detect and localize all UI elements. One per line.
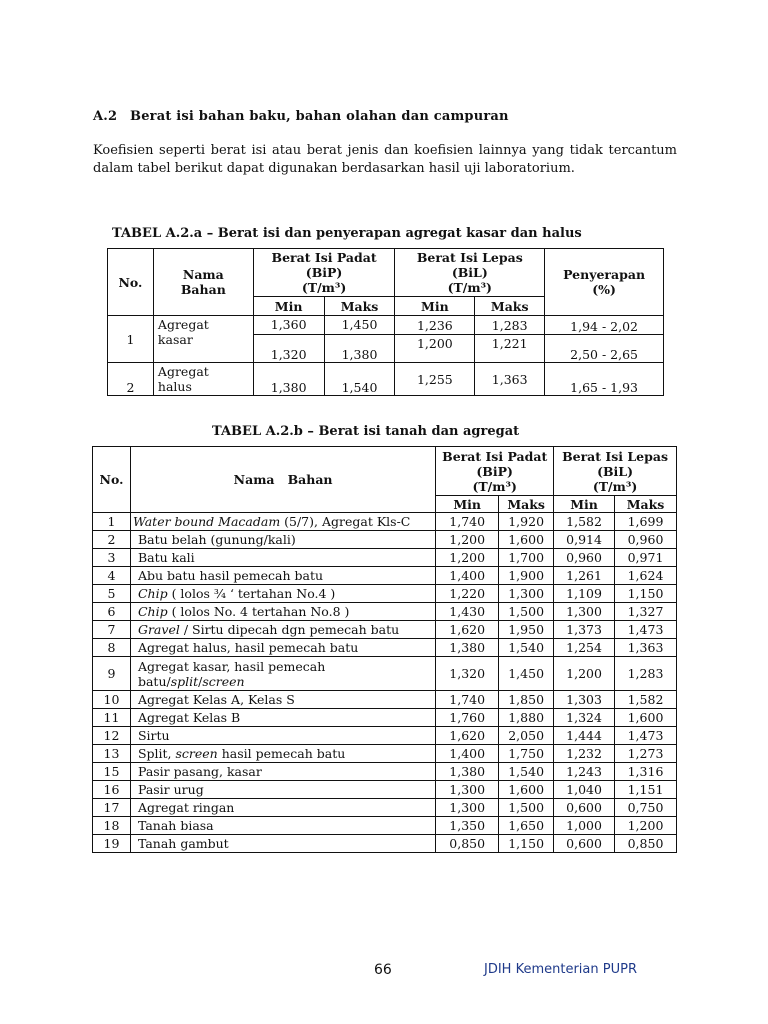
col-header-nama-bahan: Nama Bahan [130, 447, 435, 513]
cell-bip-maks: 1,600 [499, 781, 554, 799]
cell-bip-maks: 1,700 [499, 549, 554, 567]
cell-bip-maks: 1,850 [499, 691, 554, 709]
cell-nama: Agregat halus [153, 363, 253, 396]
cell-nama: Agregat kasar [153, 316, 253, 363]
cell-bip-min: 1,220 [436, 585, 499, 603]
page-number: 66 [374, 962, 392, 978]
cell-bil-min: 1,200 [554, 657, 615, 691]
cell-bip-min: 1,350 [436, 817, 499, 835]
cell-bil-min: 1,444 [554, 727, 615, 745]
cell-bip-min: 1,430 [436, 603, 499, 621]
cell-bil-maks: 1,327 [615, 603, 677, 621]
table-a-caption: TABEL A.2.a – Berat isi dan penyerapan agregat kasar dan halus [112, 226, 582, 241]
cell-bip-min: 1,360 [253, 316, 324, 335]
table-row [93, 657, 677, 691]
col-header-bip-maks: Maks [324, 297, 395, 316]
cell-no: 16 [93, 781, 131, 799]
section-heading [93, 109, 509, 124]
table-row [93, 817, 677, 835]
cell-bil-maks: 1,363 [615, 639, 677, 657]
cell-no: 2 [93, 531, 131, 549]
cell-no: 6 [93, 603, 131, 621]
cell-nama: Batu belah (gunung/kali) [130, 531, 435, 549]
cell-bil-min: 1,254 [554, 639, 615, 657]
cell-nama: Tanah biasa [130, 817, 435, 835]
table-row [93, 567, 677, 585]
cell-bip-min: 1,760 [436, 709, 499, 727]
cell-bip-min: 1,320 [253, 335, 324, 363]
cell-bip-maks: 1,900 [499, 567, 554, 585]
cell-nama: Pasir urug [130, 781, 435, 799]
cell-no: 10 [93, 691, 131, 709]
cell-no: 17 [93, 799, 131, 817]
cell-bip-min: 1,620 [436, 621, 499, 639]
cell-bip-maks: 1,540 [499, 763, 554, 781]
footer-source: JDIH Kementerian PUPR [484, 962, 637, 977]
col-header-bil: Berat Isi Lepas (BiL) (T/m³) [554, 447, 677, 496]
cell-bil-maks: 0,850 [615, 835, 677, 853]
cell-bil-min: 1,109 [554, 585, 615, 603]
cell-bil-maks: 1,316 [615, 763, 677, 781]
cell-penyerapan: 1,65 - 1,93 [545, 363, 664, 396]
col-header-bip-min: Min [253, 297, 324, 316]
cell-bip-maks: 1,380 [324, 335, 395, 363]
table-row [93, 513, 677, 531]
cell-bip-min: 1,400 [436, 745, 499, 763]
table-row [93, 745, 677, 763]
cell-bil-maks: 1,600 [615, 709, 677, 727]
cell-bil-maks: 1,151 [615, 781, 677, 799]
cell-bil-maks: 1,582 [615, 691, 677, 709]
cell-no: 2 [108, 363, 154, 396]
cell-no: 19 [93, 835, 131, 853]
table-a [107, 248, 664, 396]
table-row [93, 763, 677, 781]
cell-nama: Batu kali [130, 549, 435, 567]
cell-bip-min: 1,400 [436, 567, 499, 585]
cell-bil-min: 1,255 [395, 363, 475, 396]
cell-bip-min: 1,200 [436, 531, 499, 549]
col-header-bil-maks: Maks [615, 496, 677, 513]
cell-bip-min: 1,620 [436, 727, 499, 745]
cell-bip-min: 1,300 [436, 781, 499, 799]
col-header-bil-min: Min [554, 496, 615, 513]
cell-bil-min: 1,243 [554, 763, 615, 781]
cell-nama: Abu batu hasil pemecah batu [130, 567, 435, 585]
cell-bil-min: 1,300 [554, 603, 615, 621]
cell-bil-min: 1,324 [554, 709, 615, 727]
table-row [93, 781, 677, 799]
cell-nama: Split, screen hasil pemecah batu [130, 745, 435, 763]
cell-bil-min: 1,232 [554, 745, 615, 763]
col-header-bil: Berat Isi Lepas (BiL) (T/m³) [395, 249, 545, 297]
table-b [92, 446, 677, 853]
cell-bip-min: 0,850 [436, 835, 499, 853]
intro-paragraph: Koefisien seperti berat isi atau berat jenis dan koefisien lainnya yang tidak tercantum dalam tabel berikut dapat digunakan berdasarkan hasil uji laboratorium. [93, 143, 677, 176]
cell-bip-maks: 1,540 [499, 639, 554, 657]
cell-no: 7 [93, 621, 131, 639]
cell-bip-maks: 1,450 [499, 657, 554, 691]
cell-bil-min: 1,000 [554, 817, 615, 835]
cell-nama: Water bound Macadam (5/7), Agregat Kls-C [130, 513, 435, 531]
cell-nama: Pasir pasang, kasar [130, 763, 435, 781]
cell-bil-min: 0,600 [554, 799, 615, 817]
cell-bil-min: 1,303 [554, 691, 615, 709]
cell-penyerapan: 1,94 - 2,02 [545, 316, 664, 335]
cell-bip-maks: 2,050 [499, 727, 554, 745]
cell-bil-min: 1,373 [554, 621, 615, 639]
cell-bip-maks: 1,150 [499, 835, 554, 853]
cell-no: 5 [93, 585, 131, 603]
cell-bip-min: 1,380 [436, 763, 499, 781]
col-header-bil-min: Min [395, 297, 475, 316]
cell-nama: Agregat Kelas B [130, 709, 435, 727]
col-header-bip-min: Min [436, 496, 499, 513]
cell-nama: Agregat kasar, hasil pemecah batu/split/screen [130, 657, 435, 691]
cell-bil-min: 1,261 [554, 567, 615, 585]
cell-nama: Agregat ringan [130, 799, 435, 817]
cell-bip-min: 1,380 [436, 639, 499, 657]
cell-bil-min: 0,960 [554, 549, 615, 567]
col-header-bip: Berat Isi Padat (BiP) (T/m³) [253, 249, 395, 297]
cell-no: 9 [93, 657, 131, 691]
cell-bil-min: 0,914 [554, 531, 615, 549]
table-row [93, 585, 677, 603]
cell-no: 1 [93, 513, 131, 531]
cell-bip-maks: 1,600 [499, 531, 554, 549]
cell-penyerapan: 2,50 - 2,65 [545, 335, 664, 363]
cell-no: 15 [93, 763, 131, 781]
table-row [93, 799, 677, 817]
cell-nama: Agregat halus, hasil pemecah batu [130, 639, 435, 657]
cell-bip-maks: 1,300 [499, 585, 554, 603]
cell-bip-maks: 1,540 [324, 363, 395, 396]
table-row [93, 709, 677, 727]
cell-bil-maks: 0,750 [615, 799, 677, 817]
col-header-bip-maks: Maks [499, 496, 554, 513]
cell-bip-min: 1,200 [436, 549, 499, 567]
cell-no: 11 [93, 709, 131, 727]
cell-nama: Chip ( lolos No. 4 tertahan No.8 ) [130, 603, 435, 621]
cell-nama: Agregat Kelas A, Kelas S [130, 691, 435, 709]
cell-bip-maks: 1,750 [499, 745, 554, 763]
table-row [93, 835, 677, 853]
cell-bil-maks: 1,473 [615, 727, 677, 745]
col-header-penyerapan: Penyerapan (%) [545, 249, 664, 316]
cell-bip-maks: 1,500 [499, 603, 554, 621]
cell-bil-min: 1,200 [395, 335, 475, 363]
table-row [93, 727, 677, 745]
table-row [108, 316, 664, 335]
cell-bil-maks: 0,960 [615, 531, 677, 549]
cell-no: 4 [93, 567, 131, 585]
cell-no: 1 [108, 316, 154, 363]
cell-bil-maks: 0,971 [615, 549, 677, 567]
cell-bil-maks: 1,363 [475, 363, 545, 396]
cell-bip-min: 1,740 [436, 691, 499, 709]
col-header-bip: Berat Isi Padat (BiP) (T/m³) [436, 447, 554, 496]
cell-nama: Sirtu [130, 727, 435, 745]
cell-bil-maks: 1,473 [615, 621, 677, 639]
cell-bil-maks: 1,221 [475, 335, 545, 363]
cell-bip-min: 1,300 [436, 799, 499, 817]
cell-bil-maks: 1,150 [615, 585, 677, 603]
cell-nama: Gravel / Sirtu dipecah dgn pemecah batu [130, 621, 435, 639]
table-b-caption: TABEL A.2.b – Berat isi tanah dan agregat [212, 424, 520, 439]
cell-bil-maks: 1,699 [615, 513, 677, 531]
section-title: Berat isi bahan baku, bahan olahan dan campuran [130, 109, 509, 124]
cell-bip-min: 1,380 [253, 363, 324, 396]
cell-bil-min: 0,600 [554, 835, 615, 853]
cell-bil-min: 1,040 [554, 781, 615, 799]
col-header-nama-bahan: Nama Bahan [153, 249, 253, 316]
cell-bip-maks: 1,650 [499, 817, 554, 835]
col-header-bil-maks: Maks [475, 297, 545, 316]
cell-nama: Chip ( lolos ¾ ‘ tertahan No.4 ) [130, 585, 435, 603]
cell-bil-maks: 1,283 [615, 657, 677, 691]
col-header-no: No. [93, 447, 131, 513]
cell-bip-maks: 1,500 [499, 799, 554, 817]
section-number: A.2 [93, 109, 118, 124]
cell-bip-min: 1,320 [436, 657, 499, 691]
table-row [93, 639, 677, 657]
table-row [93, 621, 677, 639]
cell-no: 3 [93, 549, 131, 567]
cell-bip-maks: 1,920 [499, 513, 554, 531]
cell-bil-maks: 1,283 [475, 316, 545, 335]
table-row [108, 363, 664, 396]
table-row [93, 603, 677, 621]
cell-bip-maks: 1,950 [499, 621, 554, 639]
cell-no: 18 [93, 817, 131, 835]
cell-bil-maks: 1,200 [615, 817, 677, 835]
cell-no: 12 [93, 727, 131, 745]
cell-bil-maks: 1,273 [615, 745, 677, 763]
table-row [93, 691, 677, 709]
cell-nama: Tanah gambut [130, 835, 435, 853]
cell-bil-maks: 1,624 [615, 567, 677, 585]
cell-bil-min: 1,582 [554, 513, 615, 531]
table-row [93, 549, 677, 567]
cell-bip-maks: 1,880 [499, 709, 554, 727]
cell-bip-min: 1,740 [436, 513, 499, 531]
cell-no: 8 [93, 639, 131, 657]
col-header-no: No. [108, 249, 154, 316]
cell-bil-min: 1,236 [395, 316, 475, 335]
cell-no: 13 [93, 745, 131, 763]
table-row [93, 531, 677, 549]
cell-bip-maks: 1,450 [324, 316, 395, 335]
